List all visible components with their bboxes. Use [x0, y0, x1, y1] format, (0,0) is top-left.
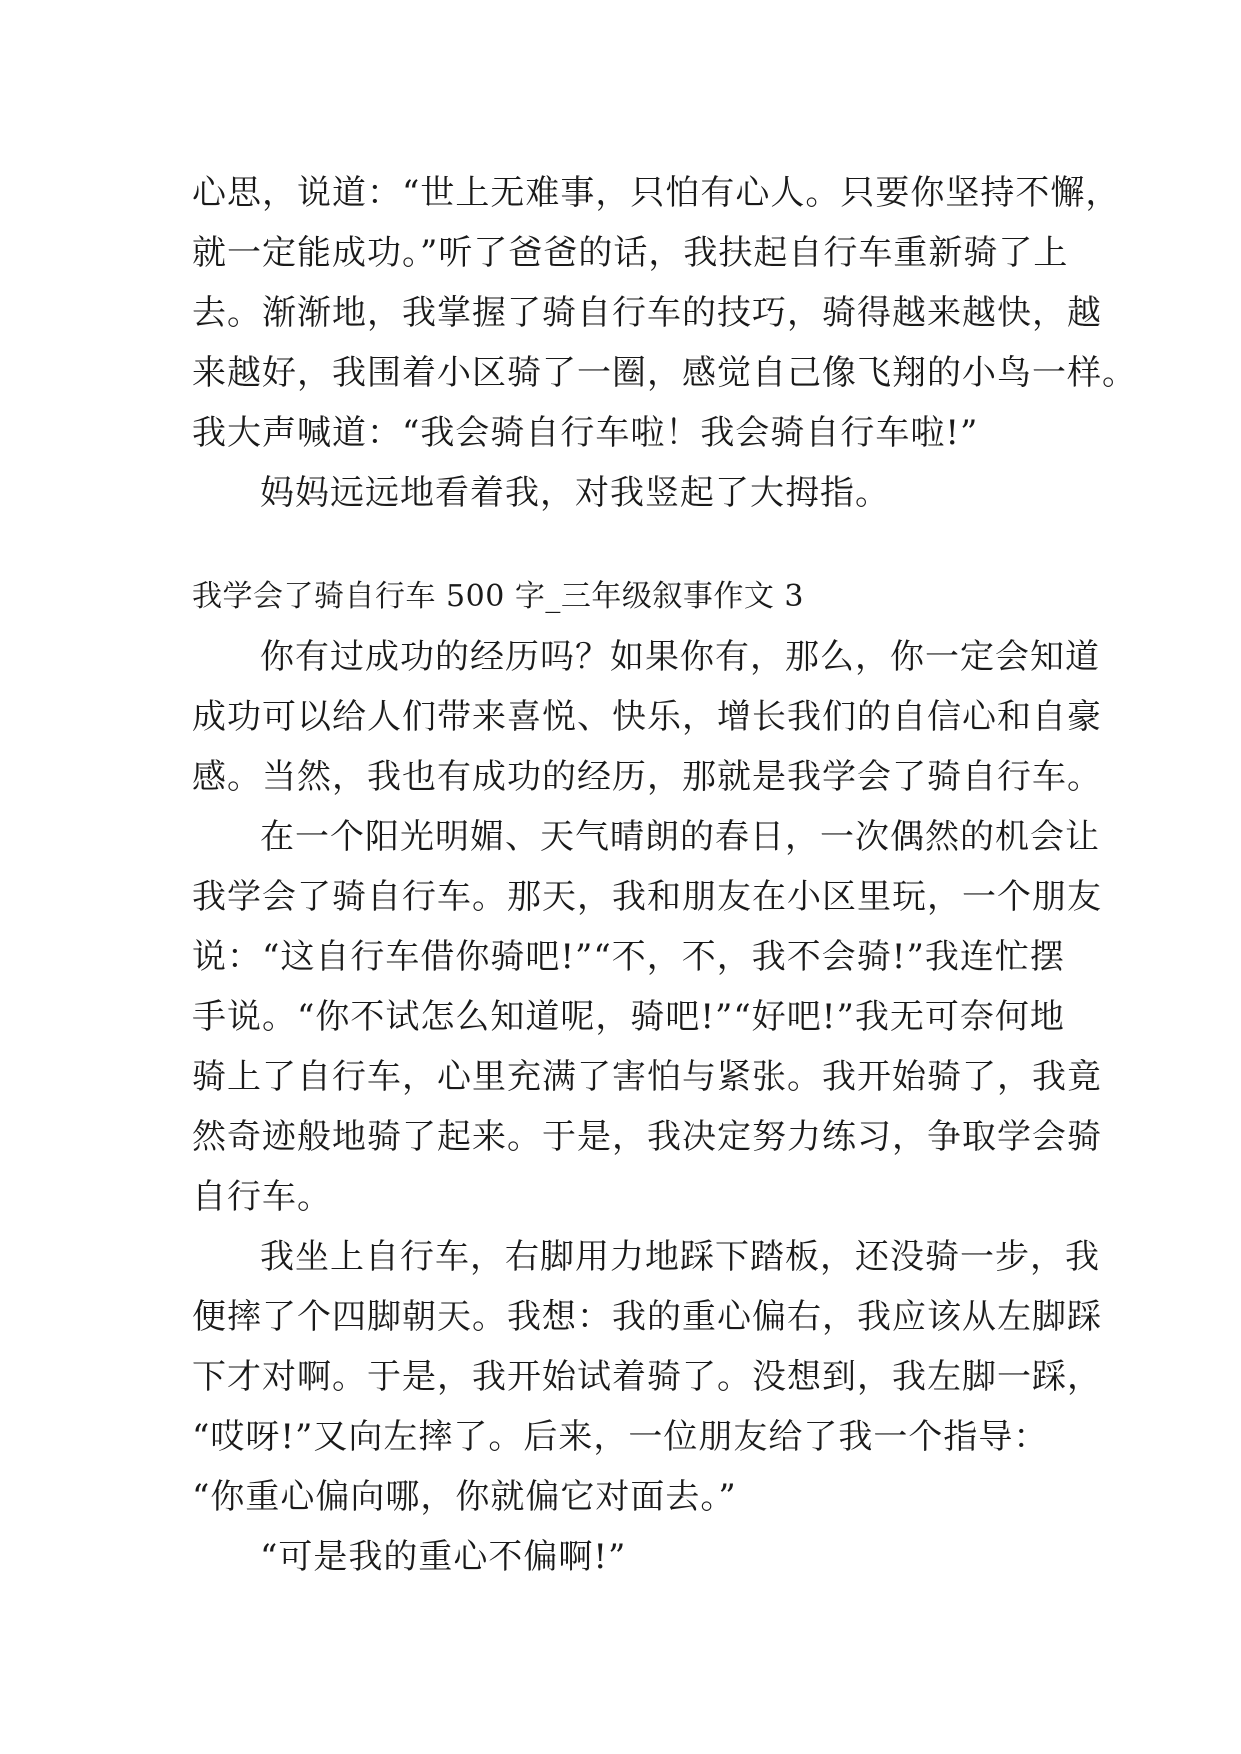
- text-line: 妈妈远远地看着我，对我竖起了大拇指。: [260, 473, 890, 513]
- text-line: 来越好，我围着小区骑了一圈，感觉自己像飞翔的小鸟一样。: [192, 353, 1137, 393]
- text-line: 然奇迹般地骑了起来。于是，我决定努力练习，争取学会骑: [192, 1117, 1102, 1157]
- text-line: “哎呀!”又向左摔了。后来，一位朋友给了我一个指导：: [192, 1417, 1049, 1457]
- text-line: 说：“这自行车借你骑吧!”“不，不，我不会骑!”我连忙摆: [192, 937, 1065, 977]
- text-line: 下才对啊。于是，我开始试着骑了。没想到，我左脚一踩，: [192, 1357, 1102, 1397]
- text-line: 感。当然，我也有成功的经历，那就是我学会了骑自行车。: [192, 757, 1102, 797]
- text-line: 我大声喊道：“我会骑自行车啦！我会骑自行车啦!”: [192, 413, 979, 453]
- text-line: 成功可以给人们带来喜悦、快乐，增长我们的自信心和自豪: [192, 697, 1102, 737]
- paragraph-block-continued: [192, 163, 1137, 523]
- text-line: 自行车。: [192, 1177, 332, 1217]
- text-line: 心思，说道：“世上无难事，只怕有心人。只要你坚持不懈，: [192, 173, 1121, 213]
- text-line: 你有过成功的经历吗？如果你有，那么，你一定会知道: [260, 637, 1100, 677]
- text-line: “可是我的重心不偏啊!”: [260, 1537, 627, 1577]
- text-line: 手说。“你不试怎么知道呢，骑吧!”“好吧!”我无可奈何地: [192, 997, 1065, 1037]
- essay-section: [192, 567, 1102, 1587]
- essay-title: 我学会了骑自行车 500 字_三年级叙事作文 3: [192, 579, 804, 614]
- text-line: 我坐上自行车，右脚用力地踩下踏板，还没骑一步，我: [260, 1237, 1100, 1277]
- text-line: 在一个阳光明媚、天气晴朗的春日，一次偶然的机会让: [260, 817, 1100, 857]
- text-line: 便摔了个四脚朝天。我想：我的重心偏右，我应该从左脚踩: [192, 1297, 1102, 1337]
- text-line: 去。渐渐地，我掌握了骑自行车的技巧，骑得越来越快，越: [192, 293, 1102, 333]
- text-line: 骑上了自行车，心里充满了害怕与紧张。我开始骑了，我竟: [192, 1057, 1102, 1097]
- text-line: 我学会了骑自行车。那天，我和朋友在小区里玩，一个朋友: [192, 877, 1102, 917]
- text-line: 就一定能成功。”听了爸爸的话，我扶起自行车重新骑了上: [192, 233, 1069, 273]
- text-line: “你重心偏向哪，你就偏它对面去。”: [192, 1477, 737, 1517]
